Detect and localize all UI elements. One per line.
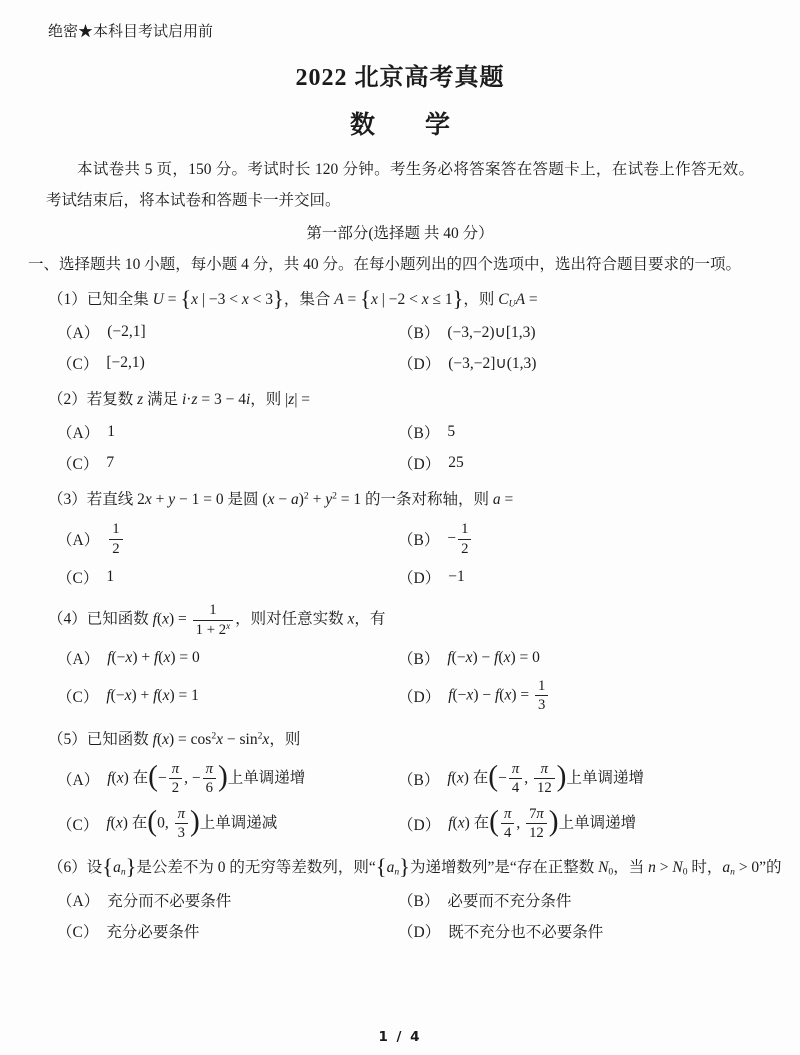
big-paren-left: (: [488, 760, 499, 793]
question-6: [0, 853, 800, 942]
option-text: 必要而不充分条件: [447, 892, 572, 910]
fraction: $\frac{\pi}{4}$: [509, 761, 522, 797]
option-label: （D）: [398, 923, 441, 941]
option-label: （D）: [398, 816, 441, 834]
option-4-A: [57, 647, 398, 669]
page-number: 1 / 4: [378, 1029, 422, 1045]
option-2-D: [398, 452, 800, 474]
option-5-C: [57, 806, 398, 842]
option-label: （C）: [57, 816, 99, 834]
option-text: 7: [106, 454, 115, 472]
option-1-C: [57, 352, 398, 374]
option-6-A: [57, 889, 398, 911]
classification-header: 绝密★本科目考试启用前: [48, 24, 214, 40]
option-label: （A）: [57, 892, 100, 910]
subject-title: 数 学: [349, 112, 450, 139]
big-brace-right: }: [399, 853, 410, 879]
question-2: [0, 388, 800, 474]
option-4-B: [398, 647, 800, 669]
question-stem: （5）已知函数 $f(x) = \cos^2x - \sin^2x$，则: [48, 730, 301, 748]
option-text: 1: [106, 568, 115, 586]
big-brace-left: {: [180, 285, 192, 311]
big-brace-right: }: [125, 853, 137, 879]
big-paren-left: (: [489, 805, 499, 838]
question-stem: （4）已知函数 f(x) = $\frac{1}{1 + 2^x}$ ，则对任意实数 x，有: [48, 602, 386, 638]
big-brace-left: {: [360, 285, 371, 311]
option-label: （C）: [57, 570, 99, 588]
option-text: (−3,−2]∪(1,3): [448, 354, 537, 372]
exam-instructions: 本试卷共 5 页，150 分。考试时长 120 分钟。考生务必将答案答在答题卡上，在试卷上作答无效。考试结束后，将本试卷和答题卡一并交回。: [46, 161, 754, 209]
fraction: $\frac{1}{3}$: [535, 678, 548, 714]
question-stem: （2）若复数 z 满足 i·z = 3 − 4i，则 |z| =: [48, 391, 311, 409]
option-text: 5: [447, 423, 456, 441]
fraction: $\frac{\pi}{3}$: [175, 806, 188, 842]
option-2-A: [57, 421, 398, 443]
option-6-B: [398, 889, 800, 911]
option-3-B: [398, 521, 800, 557]
option-5-B: [398, 761, 800, 797]
option-text: f(−x) − f(x) = 0: [447, 648, 540, 666]
option-label: （B）: [398, 892, 440, 910]
option-label: （B）: [398, 425, 440, 443]
option-label: （C）: [57, 688, 99, 706]
option-text: (−3,−2)∪[1,3): [447, 323, 536, 341]
options-grid: [0, 312, 800, 374]
option-label: （B）: [398, 325, 440, 343]
option-6-C: [57, 920, 398, 942]
big-brace-right: }: [273, 285, 284, 311]
fraction: $\frac{1}{1 + 2^x}$: [193, 602, 233, 638]
option-4-D: [398, 678, 800, 714]
fraction: $\frac{\pi}{4}$: [501, 806, 514, 842]
question-stem: （1）已知全集 U = {x | −3 < x < 3}，集合 A = {x | −2 < x ≤ 1}，则 $C_UA$ =: [48, 285, 538, 311]
question-5: [0, 728, 800, 842]
big-paren-left: (: [147, 805, 158, 838]
big-paren-right: ): [217, 760, 228, 793]
fraction: $\frac{1}{2}$: [458, 521, 471, 557]
option-text: f(x) 在(− $\frac{\pi}{2}$ , − $\frac{\pi}{6}$ )上单调递增: [107, 760, 306, 797]
fraction: $\frac{\pi}{12}$: [534, 761, 555, 797]
option-2-B: [398, 421, 800, 443]
option-3-D: [398, 566, 800, 588]
options-grid: [0, 512, 800, 588]
big-brace-left: {: [102, 853, 114, 879]
big-brace-right: }: [452, 285, 464, 311]
big-paren-right: ): [556, 760, 567, 793]
question-stem: （6）设$\{a_n\}$是公差不为 0 的无穷等差数列，则“$\{a_n\}$为递增数列”是“存在正整数 $N_0$，当 $n > N_0$ 时，$a_n > 0$”的: [48, 853, 782, 879]
question-4: [0, 602, 800, 714]
question-list: [0, 285, 800, 942]
options-grid: [0, 752, 800, 842]
option-text: f(x) 在(− $\frac{\pi}{4}$ , $\frac{\pi}{12}$ )上单调递增: [447, 760, 644, 797]
question-stem: （3）若直线 2x + y − 1 = 0 是圆 $(x - a)^2 + y^2 = 1$ 的一条对称轴，则 a =: [48, 490, 514, 509]
option-label: （B）: [398, 532, 440, 550]
big-paren-right: ): [548, 805, 559, 838]
big-brace-left: {: [375, 853, 387, 879]
options-grid: [0, 880, 800, 942]
option-text: f(x) 在(0, $\frac{\pi}{3}$ )上单调递减: [106, 805, 278, 842]
option-label: （A）: [57, 532, 100, 550]
option-5-D: [398, 806, 800, 842]
option-label: （D）: [398, 688, 441, 706]
section-intro: 一、选择题共 10 小题，每小题 4 分，共 40 分。在每小题列出的四个选项中，选出符合题目要求的一项。: [28, 256, 742, 273]
big-paren-left: (: [148, 760, 158, 793]
option-label: （A）: [57, 650, 100, 668]
option-text: f(x) 在( $\frac{\pi}{4}$ , $\frac{7\pi}{12}$ )上单调递增: [448, 805, 637, 842]
option-3-C: [57, 566, 398, 588]
option-label: （C）: [57, 356, 99, 374]
option-text: (−2,1]: [107, 323, 146, 341]
option-label: （D）: [398, 356, 441, 374]
option-text: [107, 521, 124, 557]
question-3: [0, 488, 800, 588]
option-label: （C）: [57, 923, 99, 941]
page-title: 2022 北京高考真题: [295, 65, 505, 91]
option-text: 25: [448, 454, 464, 472]
option-label: （A）: [57, 325, 100, 343]
option-5-A: [57, 761, 398, 797]
option-text: 既不充分也不必要条件: [448, 923, 604, 941]
option-label: （C）: [57, 456, 99, 474]
option-text: 1: [107, 423, 115, 441]
fraction: $\frac{7\pi}{12}$: [526, 806, 547, 842]
option-1-B: [398, 321, 800, 343]
option-text: − $\frac{1}{2}$: [447, 521, 473, 557]
option-2-C: [57, 452, 398, 474]
question-1: [0, 285, 800, 374]
option-3-A: [57, 521, 398, 557]
option-text: [−2,1): [106, 354, 145, 372]
option-label: （D）: [398, 570, 441, 588]
fraction: $\frac{1}{2}$: [109, 521, 122, 557]
option-text: f(−x) − f(x) = $\frac{1}{3}$: [448, 678, 550, 714]
option-1-D: [398, 352, 800, 374]
options-grid: [0, 412, 800, 474]
option-label: （D）: [398, 456, 441, 474]
option-text: −1: [448, 568, 465, 586]
option-text: 充分必要条件: [106, 923, 200, 941]
option-label: （B）: [398, 650, 440, 668]
option-label: （B）: [398, 771, 440, 789]
fraction: $\frac{\pi}{6}$: [203, 761, 216, 797]
options-grid: [0, 638, 800, 714]
option-4-C: [57, 678, 398, 714]
option-6-D: [398, 920, 800, 942]
section-heading: 第一部分(选择题 共 40 分）: [306, 225, 494, 242]
option-label: （A）: [57, 771, 100, 789]
option-label: （A）: [57, 425, 100, 443]
option-text: 充分而不必要条件: [107, 892, 232, 910]
big-paren-right: ): [189, 805, 200, 838]
option-text: f(−x) + f(x) = 0: [107, 648, 200, 666]
option-1-A: [57, 321, 398, 343]
option-text: f(−x) + f(x) = 1: [106, 686, 199, 704]
fraction: $\frac{\pi}{2}$: [169, 761, 182, 797]
